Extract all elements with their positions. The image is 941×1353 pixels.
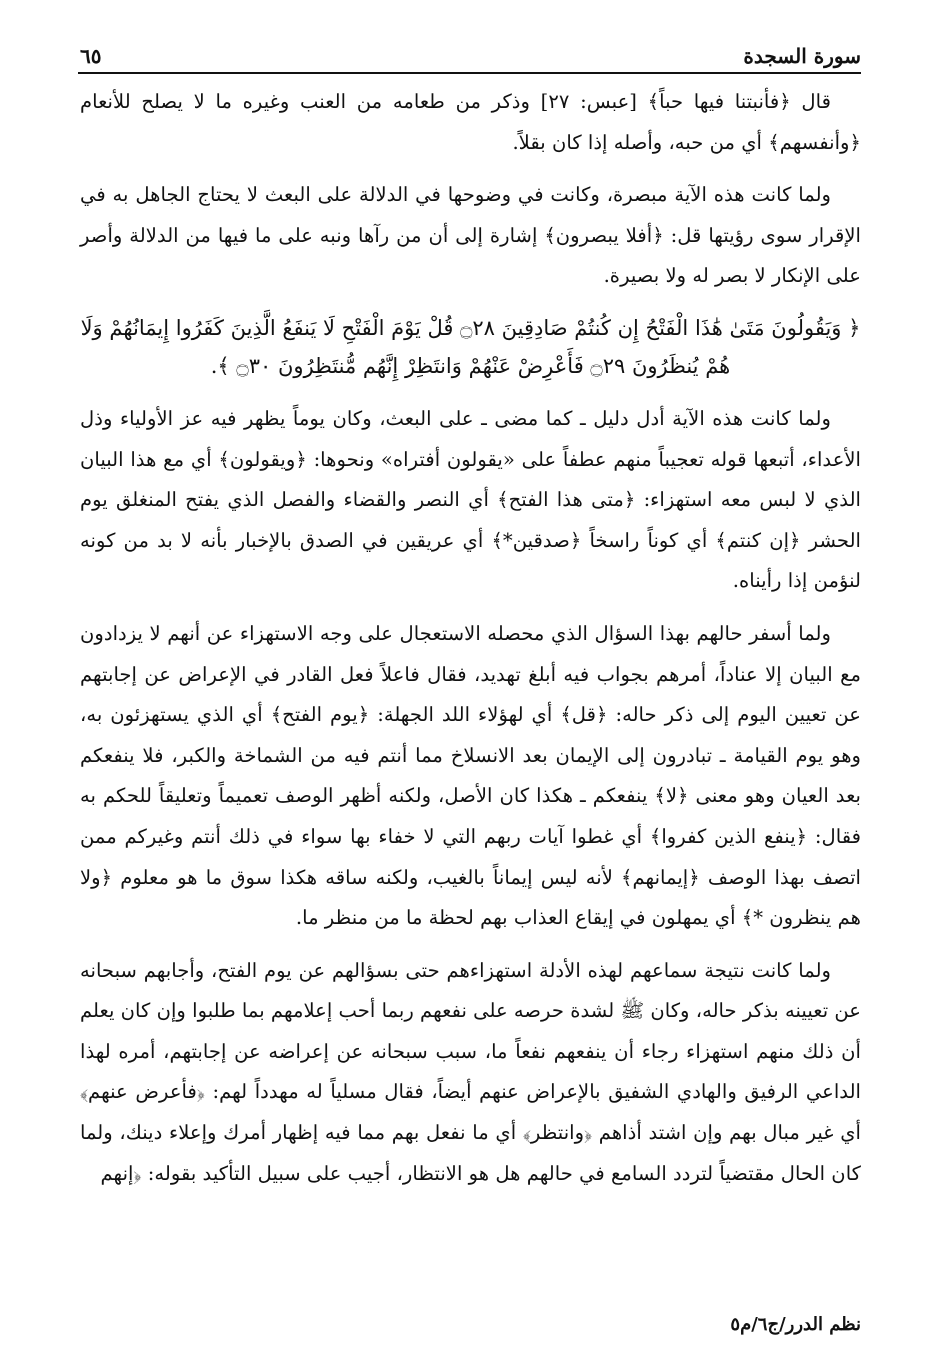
- paragraph: قال ﴿فأنبتنا فيها حباً﴾ [عبس: ٢٧] وذكر من طعامه من العنب وغيره ما لا يصلح للأنعام ﴿وأنفسهم﴾ أي من حبه، وأصله إذا كان بقلاً.: [80, 90, 861, 154]
- signature-mark: نظم الدرر/ج٦/م٥: [730, 1314, 861, 1335]
- page-header: [80, 32, 861, 68]
- surah-title: سورة السجدة: [743, 44, 861, 68]
- quran-verse-block: ﴿ وَيَقُولُونَ مَتَىٰ هَٰذَا الْفَتْحُ إِن كُنتُمْ صَادِقِينَ ۝٢٨ قُلْ يَوْمَ الْفَتْحِ لَا يَنفَعُ الَّذِينَ كَفَرُوا إِيمَانُهُمْ وَلَا هُمْ يُنظَرُونَ ۝٢٩ فَأَعْرِضْ عَنْهُمْ وَانتَظِرْ إِنَّهُم مُّنتَظِرُونَ ۝٣٠ ﴾.: [80, 315, 861, 378]
- paragraph: ولما كانت نتيجة سماعهم لهذه الأدلة استهزاءهم حتى بسؤالهم عن يوم الفتح، وأجابهم سبحانه عن تعيينه بذكر حاله، وكان ﷺ لشدة حرصه على نفعهم ربما أحب إعلامهم بما طلبوا وإن كان يعلم أن ذلك منهم استهزاء رجاء أن ينفعهم نفعاً ما، سبب سبحانه عن إعراضه عن إجابتهم، أمره لهذا الداعي الرفيق والهادي الشفيق بالإعراض عنهم أيضاً، فقال مسلياً له مهدداً لهم: ﴿فأعرض عنهم﴾ أي غير مبال بهم وإن اشتد أذاهم ﴿وانتظر﴾ أي ما نفعل بهم مما فيه إظهار أمرك وإعلاء دينك، ولما كان الحال مقتضياً لتردد السامع في حالهم هل هو الانتظار، أجيب على سبيل التأكيد بقوله: ﴿إنهم: [80, 958, 861, 1185]
- page-number: ٦٥: [80, 44, 102, 68]
- page-body: [80, 82, 861, 1283]
- paragraph: ولما كانت هذه الآية أدل دليل ـ كما مضى ـ على البعث، وكان يوماً يظهر فيه عز الأولياء وذل الأعداء، أتبعها قوله تعجيباً منهم عطفاً على «يقولون أفتراه» ونحوها: ﴿ويقولون﴾ أي مع هذا البيان الذي لا لبس معه استهزاء: ﴿متى هذا الفتح﴾ أي النصر والقضاء والفصل الذي يفتح المنغلق يوم الحشر ﴿إن كنتم﴾ أي كوناً راسخاً ﴿صدقين*﴾ أي عريقين في الصدق بالإخبار بأنه لا بد من كونه لنؤمن إذا رأيناه.: [80, 406, 861, 593]
- paragraph: ولما كانت هذه الآية مبصرة، وكانت في وضوحها في الدلالة على البعث لا يحتاج الجاهل به في الإقرار سوى رؤيتها قل: ﴿أفلا يبصرون﴾ إشارة إلى أن من رآها ونبه على ما فيها من الدلالة وأصر على الإنكار لا بصر له ولا بصيرة.: [80, 183, 861, 288]
- paragraph: ولما أسفر حالهم بهذا السؤال الذي محصله الاستعجال على وجه الاستهزاء عن أنهم لا يزدادون مع البيان إلا عناداً، أمرهم بجواب فيه أبلغ تهديد، فقال فاعلاً فعل القادر في الإعراض عن إجابتهم عن تعيين اليوم إلى ذكر حاله: ﴿قل﴾ أي لهؤلاء اللد الجهلة: ﴿يوم الفتح﴾ أي الذي يستهزئون به، وهو يوم القيامة ـ تبادرون إلى الإيمان بعد الانسلاخ مما أنتم فيه من الشماخة والكبر، فلا ينفعكم بعد العيان وهو معنى ﴿لا﴾ ينفعكم ـ هكذا كان الأصل، ولكنه أظهر الوصف تعميماً وتعليقاً للحكم به فقال: ﴿ينفع الذين كفروا﴾ أي غطوا آيات ربهم التي لا خفاء بها سواء في ذلك أنتم وغيركم ممن اتصف بهذا الوصف ﴿إيمانهم﴾ لأنه ليس إيماناً بالغيب، ولكنه ساقه هكذا سوق ما هو معلوم ﴿ولا هم ينظرون *﴾ أي يمهلون في إيقاع العذاب بهم لحظة ما من منظر ما.: [80, 621, 861, 930]
- header-rule: [78, 72, 861, 74]
